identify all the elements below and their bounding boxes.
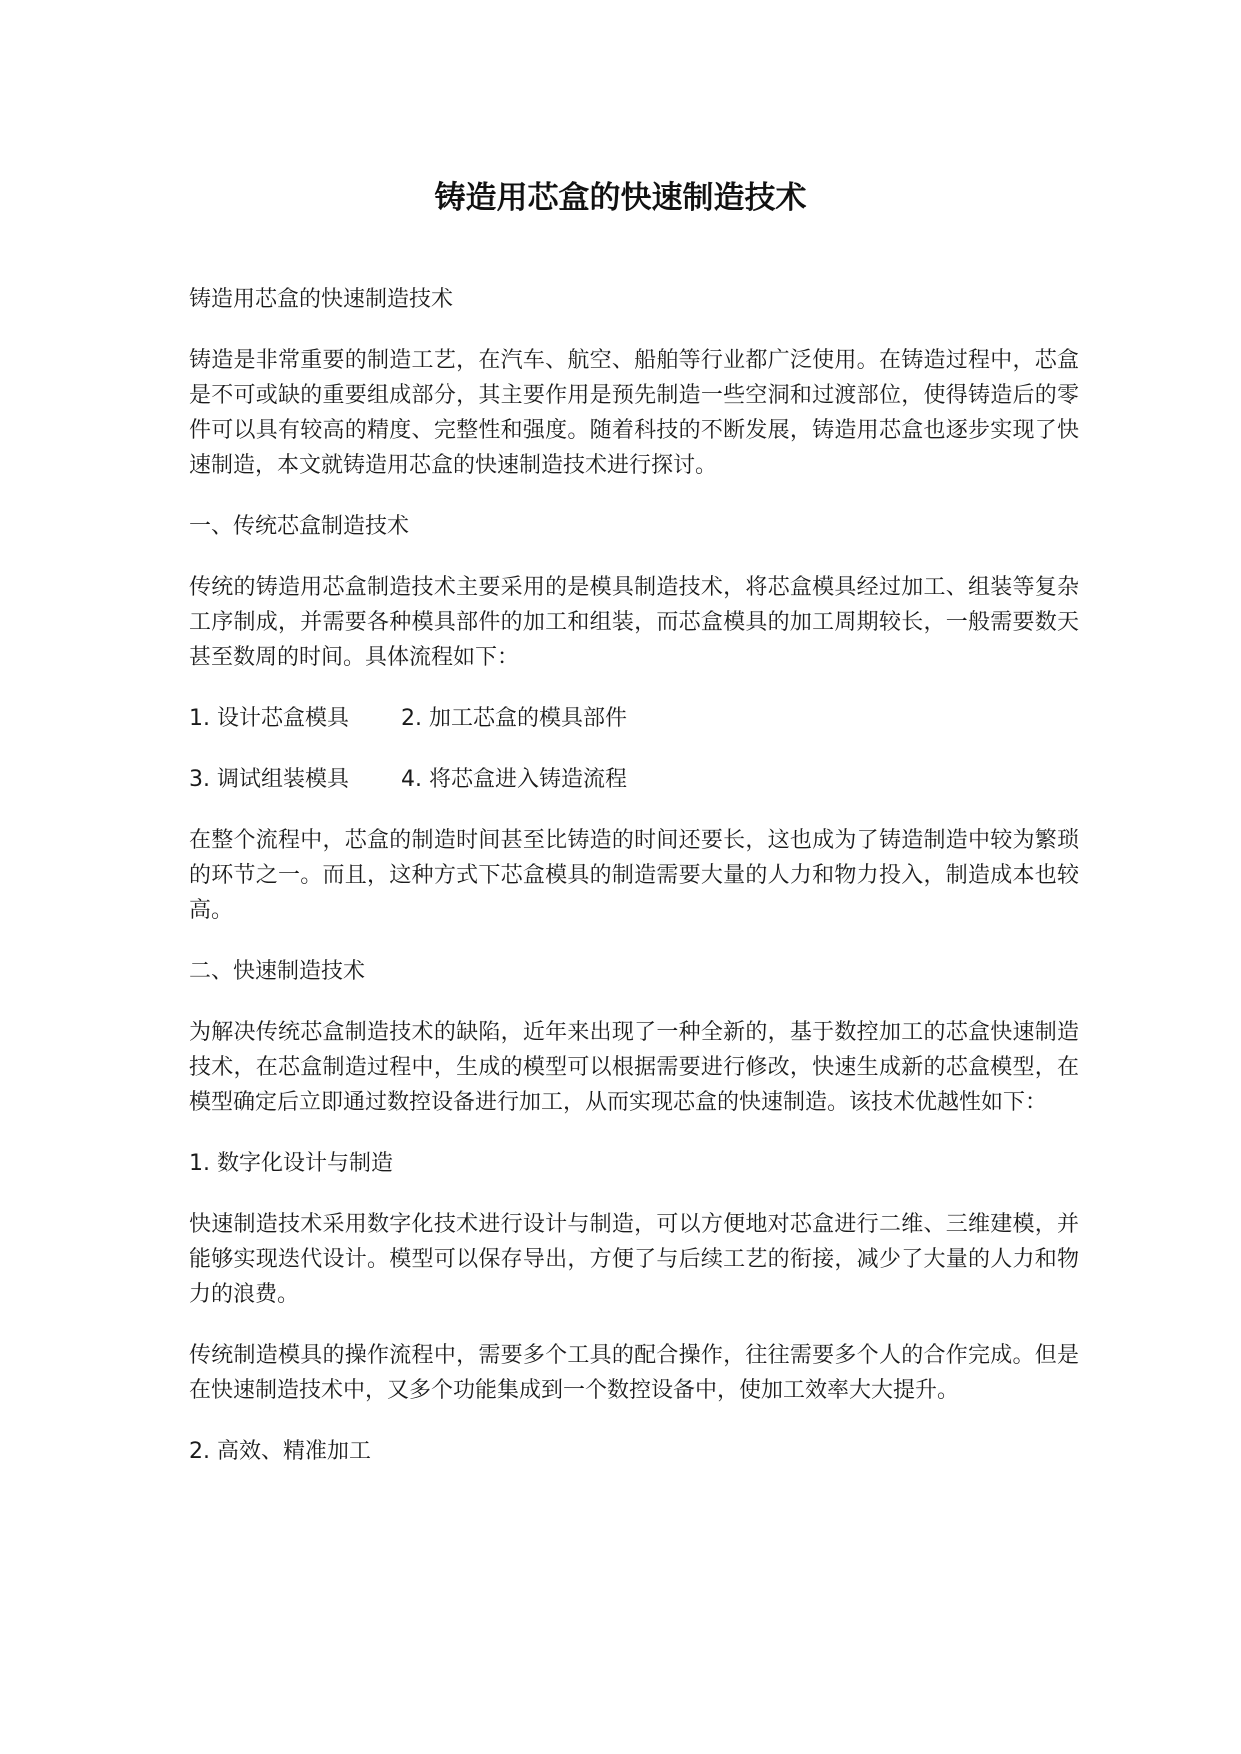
subsection1-paragraph-2: 传统制造模具的操作流程中，需要多个工具的配合操作，往往需要多个人的合作完成。但是在快速制造技术中，又多个功能集成到一个数控设备中，使加工效率大大提升。 [189, 1343, 1079, 1403]
section2-paragraph-1: 为解决传统芯盒制造技术的缺陷，近年来出现了一种全新的，基于数控加工的芯盒快速制造技术，在芯盒制造过程中，生成的模型可以根据需要进行修改，快速生成新的芯盒模型，在模型确定后立即通过数控设备进行加工，从而实现芯盒的快速制造。该技术优越性如下： [189, 1020, 1079, 1115]
section2-heading: 二、快速制造技术 [189, 959, 366, 984]
subsection1-paragraph-1: 快速制造技术采用数字化技术进行设计与制造，可以方便地对芯盒进行二维、三维建模，并能够实现迭代设计。模型可以保存导出，方便了与后续工艺的衔接，减少了大量的人力和物力的浪费。 [189, 1212, 1079, 1307]
section1-heading: 一、传统芯盒制造技术 [189, 514, 410, 539]
step-item: 1. 设计芯盒模具 [189, 706, 349, 731]
step-item: 4. 将芯盒进入铸造流程 [401, 767, 627, 792]
section1-paragraph-1: 传统的铸造用芯盒制造技术主要采用的是模具制造技术，将芯盒模具经过加工、组装等复杂工序制成，并需要各种模具部件的加工和组装，而芯盒模具的加工周期较长，一般需要数天甚至数周的时间。具体流程如下： [189, 575, 1079, 670]
section1-paragraph-2: 在整个流程中，芯盒的制造时间甚至比铸造的时间还要长，这也成为了铸造制造中较为繁琐的环节之一。而且，这种方式下芯盒模具的制造需要大量的人力和物力投入，制造成本也较高。 [189, 828, 1079, 923]
subsection2-heading: 2. 高效、精准加工 [189, 1439, 371, 1464]
document-subtitle: 铸造用芯盒的快速制造技术 [189, 287, 454, 312]
steps-row-2 [189, 762, 1079, 797]
document-title: 铸造用芯盒的快速制造技术 [434, 180, 807, 216]
subsection1-heading: 1. 数字化设计与制造 [189, 1151, 393, 1176]
steps-row-1 [189, 701, 1079, 736]
intro-paragraph: 铸造是非常重要的制造工艺，在汽车、航空、船舶等行业都广泛使用。在铸造过程中，芯盒是不可或缺的重要组成部分，其主要作用是预先制造一些空洞和过渡部位，使得铸造后的零件可以具有较高的精度、完整性和强度。随着科技的不断发展，铸造用芯盒也逐步实现了快速制造，本文就铸造用芯盒的快速制造技术进行探讨。 [189, 348, 1079, 478]
step-item: 3. 调试组装模具 [189, 767, 349, 792]
step-item: 2. 加工芯盒的模具部件 [401, 706, 627, 731]
document-body [189, 282, 1079, 1495]
